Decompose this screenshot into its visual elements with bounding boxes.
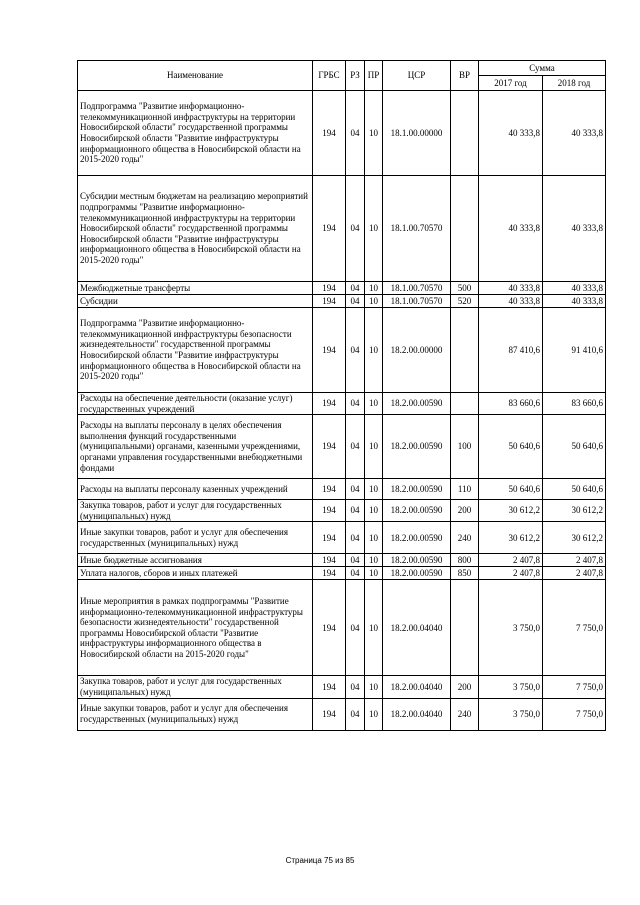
row-pr: 10: [365, 698, 383, 730]
row-vr: 520: [451, 295, 479, 308]
row-csr: 18.1.00.70570: [383, 176, 451, 282]
row-grbs: 194: [313, 308, 346, 393]
header-sum: Сумма: [479, 61, 606, 76]
row-name: Межбюджетные трансферты: [78, 282, 313, 295]
row-vr: 200: [451, 500, 479, 522]
header-rz: РЗ: [346, 61, 365, 91]
row-rz: 04: [346, 580, 365, 676]
row-vr: 800: [451, 554, 479, 567]
row-rz: 04: [346, 282, 365, 295]
header-grbs: ГРБС: [313, 61, 346, 91]
row-csr: 18.2.00.00590: [383, 393, 451, 415]
table-row: [78, 522, 606, 554]
row-sum-2018: 40 333,8: [543, 295, 606, 308]
row-sum-2017: 40 333,8: [479, 282, 543, 295]
row-pr: 10: [365, 415, 383, 479]
row-name: Иные бюджетные ассигнования: [78, 554, 313, 567]
row-rz: 04: [346, 415, 365, 479]
row-vr: 500: [451, 282, 479, 295]
row-sum-2017: 50 640,6: [479, 415, 543, 479]
header-year-2018: 2018 год: [543, 76, 606, 91]
row-grbs: 194: [313, 282, 346, 295]
row-pr: 10: [365, 676, 383, 698]
row-csr: 18.2.00.00590: [383, 500, 451, 522]
table-row: [78, 698, 606, 730]
row-name: Подпрограмма "Развитие информационно-телекоммуникационной инфраструктуры безопасности жизнедеятельности" государственной программы Новосибирской области "Развитие инфраструктуры информационного общества в Новосибирской области на 2015-2020 годы": [78, 308, 313, 393]
table-row: [78, 500, 606, 522]
row-sum-2017: 3 750,0: [479, 698, 543, 730]
row-sum-2017: 30 612,2: [479, 500, 543, 522]
row-rz: 04: [346, 91, 365, 176]
header-vr: ВР: [451, 61, 479, 91]
header-name: Наименование: [78, 61, 313, 91]
row-sum-2017: 30 612,2: [479, 522, 543, 554]
row-csr: 18.2.00.04040: [383, 676, 451, 698]
row-pr: 10: [365, 479, 383, 500]
row-rz: 04: [346, 308, 365, 393]
row-csr: 18.2.00.00590: [383, 554, 451, 567]
row-grbs: 194: [313, 698, 346, 730]
row-vr: 200: [451, 676, 479, 698]
row-name: Субсидии: [78, 295, 313, 308]
row-csr: 18.2.00.00590: [383, 567, 451, 580]
row-grbs: 194: [313, 176, 346, 282]
row-sum-2018: 40 333,8: [543, 176, 606, 282]
row-name: Расходы на выплаты персоналу в целях обеспечения выполнения функций государственными (муниципальными) органами, казенными учреждениями, органами управления государственными внебюджетными фондами: [78, 415, 313, 479]
row-grbs: 194: [313, 676, 346, 698]
row-pr: 10: [365, 522, 383, 554]
row-pr: 10: [365, 282, 383, 295]
row-sum-2017: 40 333,8: [479, 91, 543, 176]
row-grbs: 194: [313, 295, 346, 308]
row-pr: 10: [365, 393, 383, 415]
budget-body: [78, 91, 606, 731]
row-rz: 04: [346, 567, 365, 580]
row-pr: 10: [365, 91, 383, 176]
row-pr: 10: [365, 567, 383, 580]
row-grbs: 194: [313, 567, 346, 580]
row-vr: 110: [451, 479, 479, 500]
row-name: Закупка товаров, работ и услуг для государственных (муниципальных) нужд: [78, 500, 313, 522]
row-grbs: 194: [313, 522, 346, 554]
row-grbs: 194: [313, 554, 346, 567]
row-csr: 18.2.00.04040: [383, 580, 451, 676]
row-sum-2018: 7 750,0: [543, 580, 606, 676]
row-name: Закупка товаров, работ и услуг для государственных (муниципальных) нужд: [78, 676, 313, 698]
row-sum-2018: 30 612,2: [543, 500, 606, 522]
row-vr: [451, 580, 479, 676]
row-name: Иные мероприятия в рамках подпрограммы "Развитие информационно-телекоммуникационной инфраструктуры безопасности жизнедеятельности" государственной программы Новосибирской области "Развитие инфраструктуры информационного общества в Новосибирской области на 2015-2020 годы": [78, 580, 313, 676]
row-rz: 04: [346, 522, 365, 554]
row-name: Иные закупки товаров, работ и услуг для обеспечения государственных (муниципальных) нужд: [78, 698, 313, 730]
row-rz: 04: [346, 176, 365, 282]
row-pr: 10: [365, 295, 383, 308]
row-sum-2018: 40 333,8: [543, 282, 606, 295]
row-grbs: 194: [313, 580, 346, 676]
row-vr: [451, 308, 479, 393]
row-pr: 10: [365, 580, 383, 676]
row-rz: 04: [346, 393, 365, 415]
row-grbs: 194: [313, 500, 346, 522]
row-csr: 18.1.00.70570: [383, 282, 451, 295]
row-csr: 18.2.00.04040: [383, 698, 451, 730]
row-sum-2017: 2 407,8: [479, 567, 543, 580]
row-rz: 04: [346, 698, 365, 730]
table-row: [78, 676, 606, 698]
row-vr: 850: [451, 567, 479, 580]
row-vr: [451, 91, 479, 176]
row-sum-2017: 50 640,6: [479, 479, 543, 500]
row-sum-2017: 3 750,0: [479, 676, 543, 698]
row-pr: 10: [365, 308, 383, 393]
row-grbs: 194: [313, 91, 346, 176]
row-sum-2018: 7 750,0: [543, 676, 606, 698]
row-pr: 10: [365, 176, 383, 282]
budget-sheet: [77, 60, 605, 731]
row-sum-2017: 87 410,6: [479, 308, 543, 393]
table-row: [78, 295, 606, 308]
row-sum-2017: 2 407,8: [479, 554, 543, 567]
table-row: [78, 282, 606, 295]
row-sum-2017: 40 333,8: [479, 295, 543, 308]
table-row: [78, 308, 606, 393]
row-rz: 04: [346, 676, 365, 698]
row-sum-2018: 30 612,2: [543, 522, 606, 554]
row-csr: 18.2.00.00590: [383, 479, 451, 500]
header-csr: ЦСР: [383, 61, 451, 91]
row-rz: 04: [346, 554, 365, 567]
row-pr: 10: [365, 500, 383, 522]
table-row: [78, 176, 606, 282]
table-row: [78, 580, 606, 676]
row-vr: [451, 176, 479, 282]
row-grbs: 194: [313, 415, 346, 479]
row-pr: 10: [365, 554, 383, 567]
table-row: [78, 415, 606, 479]
row-grbs: 194: [313, 393, 346, 415]
row-sum-2018: 40 333,8: [543, 91, 606, 176]
row-name: Подпрограмма "Развитие информационно-телекоммуникационной инфраструктуры на территории Новосибирской области" государственной программы Новосибирской области "Развитие инфраструктуры информационного общества в Новосибирской области на 2015-2020 годы": [78, 91, 313, 176]
row-csr: 18.2.00.00590: [383, 522, 451, 554]
row-sum-2018: 91 410,6: [543, 308, 606, 393]
row-sum-2017: 3 750,0: [479, 580, 543, 676]
page-number: Страница 75 из 85: [285, 856, 355, 865]
row-sum-2018: 7 750,0: [543, 698, 606, 730]
row-csr: 18.1.00.00000: [383, 91, 451, 176]
row-grbs: 194: [313, 479, 346, 500]
table-row: [78, 393, 606, 415]
row-name: Расходы на обеспечение деятельности (оказание услуг) государственных учреждений: [78, 393, 313, 415]
row-vr: 100: [451, 415, 479, 479]
row-csr: 18.2.00.00590: [383, 415, 451, 479]
budget-table: [77, 60, 606, 731]
row-name: Расходы на выплаты персоналу казенных учреждений: [78, 479, 313, 500]
row-vr: [451, 393, 479, 415]
row-sum-2017: 40 333,8: [479, 176, 543, 282]
row-vr: 240: [451, 698, 479, 730]
row-csr: 18.2.00.00000: [383, 308, 451, 393]
row-sum-2018: 2 407,8: [543, 567, 606, 580]
row-vr: 240: [451, 522, 479, 554]
table-row: [78, 91, 606, 176]
header-year-2017: 2017 год: [479, 76, 543, 91]
row-name: Уплата налогов, сборов и иных платежей: [78, 567, 313, 580]
row-sum-2018: 50 640,6: [543, 479, 606, 500]
header-pr: ПР: [365, 61, 383, 91]
row-name: Иные закупки товаров, работ и услуг для обеспечения государственных (муниципальных) нужд: [78, 522, 313, 554]
row-sum-2018: 50 640,6: [543, 415, 606, 479]
row-name: Субсидии местным бюджетам на реализацию мероприятий подпрограммы "Развитие информационно-телекоммуникационной инфраструктуры на территории Новосибирской области" государственной программы Новосибирской области "Развитие инфраструктуры информационного общества в Новосибирской области на 2015-2020 годы": [78, 176, 313, 282]
row-csr: 18.1.00.70570: [383, 295, 451, 308]
row-rz: 04: [346, 295, 365, 308]
row-rz: 04: [346, 500, 365, 522]
table-row: [78, 479, 606, 500]
row-sum-2018: 83 660,6: [543, 393, 606, 415]
table-row: [78, 567, 606, 580]
row-sum-2017: 83 660,6: [479, 393, 543, 415]
table-row: [78, 554, 606, 567]
row-sum-2018: 2 407,8: [543, 554, 606, 567]
row-rz: 04: [346, 479, 365, 500]
